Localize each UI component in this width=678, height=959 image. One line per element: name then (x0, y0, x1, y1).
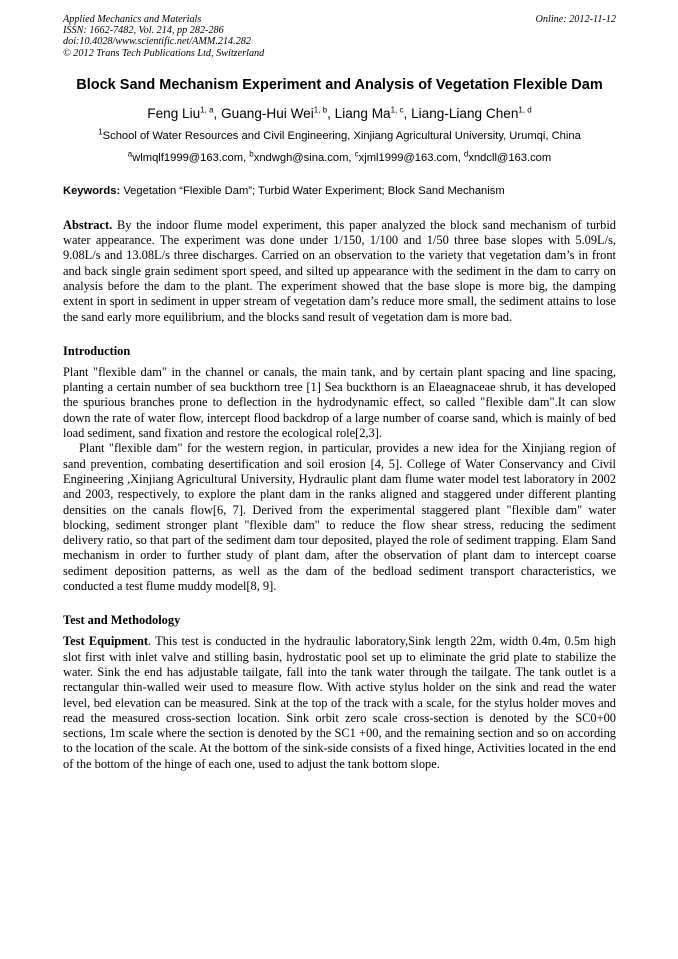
abstract-text: By the indoor flume model experiment, this paper analyzed the block sand mechanism of turbid water appearance. The experiment was done under 1/150, 1/100 and 1/50 three base slopes with 5.09L/s, 9.08L/s and 13.08L/s three discharges. Carried on an observation to the variety that vegetation dam’s in front and back single grain sediment sport speed, and silted up appearance with the sediment in the dam to carry on analysis before the dam to the plant. The experiment showed that the base slope is more big, the damping extent in sport in sediment in upper stream of vegetation dam’s reduce more small, the sediment attains to lose the sand early more equilibrium, and the blocks sand result of vegetation dam is more bad. (63, 217, 616, 324)
methodology-paragraph (63, 634, 616, 772)
email-mark: a (127, 149, 133, 159)
test-equipment-label: Test Equipment (63, 634, 149, 649)
email-mark: c (354, 149, 359, 159)
email-mark: b (249, 149, 254, 159)
author-list: Feng Liu$^{1, a}$, Guang-Hui Wei$^{1, b}$, Liang Ma$^{1, c}$, Liang-Liang Chen$^{1, d}$ (147, 105, 532, 121)
issn-line: ISSN: 1662-7482, Vol. 214, pp 282-286 (63, 25, 224, 37)
author-name: Liang-Liang Chen (411, 105, 519, 121)
email-address[interactable]: xjml1999@163.com (358, 151, 458, 164)
intro-paragraph-1: Plant "flexible dam" in the channel or canals, the main tank, and by certain plant spacing and line spacing, planting a certain number of sea buckthorn tree [1] Sea buckthorn is an Elaeagnaceae shrub, it has developed the spurious branches prone to deflection in the hydrodynamic effect, so called "flexible dam".It can slow down the rate of water flow, intercept flood backdrop of a large number of coarse sand, which is mainly of bed load sediment, sand fixation and restore the ecological role[2,3]. (63, 364, 616, 441)
paper-title: Block Sand Mechanism Experiment and Analysis of Vegetation Flexible Dam (76, 76, 603, 93)
copyright-line: © 2012 Trans Tech Publications Ltd, Switzerland (63, 47, 265, 59)
keywords (63, 184, 616, 198)
methodology-heading: Test and Methodology (63, 613, 181, 628)
author-affil-mark: 1, c (390, 105, 404, 115)
journal-name: Applied Mechanics and Materials (63, 14, 202, 25)
email-address[interactable]: xndcll@163.com (468, 151, 552, 164)
email-list: $^a$wlmqlf1999@163.com, $^b$xndwgh@sina.com, $^c$xjml1999@163.com, $^d$xndcll@163.com (127, 149, 552, 164)
author-name: Guang-Hui Wei (221, 105, 314, 121)
affiliation (63, 129, 616, 143)
abstract-label: Abstract. (63, 217, 113, 232)
keywords-label: Keywords: (63, 184, 121, 197)
test-equipment-text: . This test is conducted in the hydraulic laboratory,Sink length 22m, width 0.4m, 0.5m high slot first with inlet valve and stilling basin, hydrostatic pool set up to eliminate the grid plate to stabilize the water. Sink the end has adjustable tailgate, fall into the tank water through the tailgate. The tank outlet is a rectangular thin-walled weir used to measure flow. With active stylus holder on the sink and read the water level, bed elevation can be measured. Sink at the top of the track with a scale, for the stylus holder moves and read the measured cross-section location. Sink orbit zero scale cross-section is denoted by the SC0+00 sections, 1m scale where the section is denoted by the SC1 +00, and the remaining section and so on according to the location of the scale. At the bottom of the sink-side consists of a fixed hinge, Activities located in the end of the bottom of the hinge of each one, used to adjust the tank bottom slope. (63, 634, 617, 771)
affiliation-text: School of Water Resources and Civil Engineering, Xinjiang Agricultural University, Urumqi, China (102, 129, 581, 142)
paper-page (63, 14, 616, 772)
journal-header (63, 14, 616, 59)
author-name: Feng Liu (147, 105, 201, 121)
abstract (63, 218, 616, 325)
email-mark: d (463, 149, 469, 159)
author-affil-mark: 1, a (200, 105, 214, 115)
email-address[interactable]: wlmqlf1999@163.com (132, 151, 244, 164)
author-name: Liang Ma (334, 105, 391, 121)
keywords-text: Vegetation “Flexible Dam”; Turbid Water Experiment; Block Sand Mechanism (123, 184, 505, 197)
author-affil-mark: 1, d (518, 105, 532, 115)
intro-paragraph-2: Plant "flexible dam" for the western region, in particular, provides a new idea for the Xinjiang region of sand prevention, combating desertification and soil erosion [4, 5]. College of Water Conservancy and Civil Engineering ,Xinjiang Agricultural University, Hydraulic plant dam flume water model test laboratory in 2002 and 2003, respectively, to explore the plant dam in the ranks aligned and staggered under different planting densities on the canals flow[6, 7]. Derived from the experimental staggered plant "flexible dam" water blocking, sediment stronger plant "flexible dam" to reduce the flow shear stress, reducing the sediment delivery ratio, so that part of the sediment dam tour deposited, played the role of sediment trapping. Elam Sand mechanism in order to further study of plant dam, after the observation of plant dam to intercept coarse sediment deposition patterns, as well as the dam of the bedload sediment transport characteristics, we conducted a test flume muddy model[8, 9]. (63, 441, 616, 594)
affiliation-mark: 1 (98, 127, 103, 137)
email-address[interactable]: xndwgh@sina.com (253, 151, 349, 164)
introduction-heading: Introduction (63, 343, 131, 358)
doi-line: doi:10.4028/www.scientific.net/AMM.214.282 (63, 36, 251, 48)
author-affil-mark: 1, b (313, 105, 328, 115)
online-date: Online: 2012-11-12 (535, 14, 616, 25)
